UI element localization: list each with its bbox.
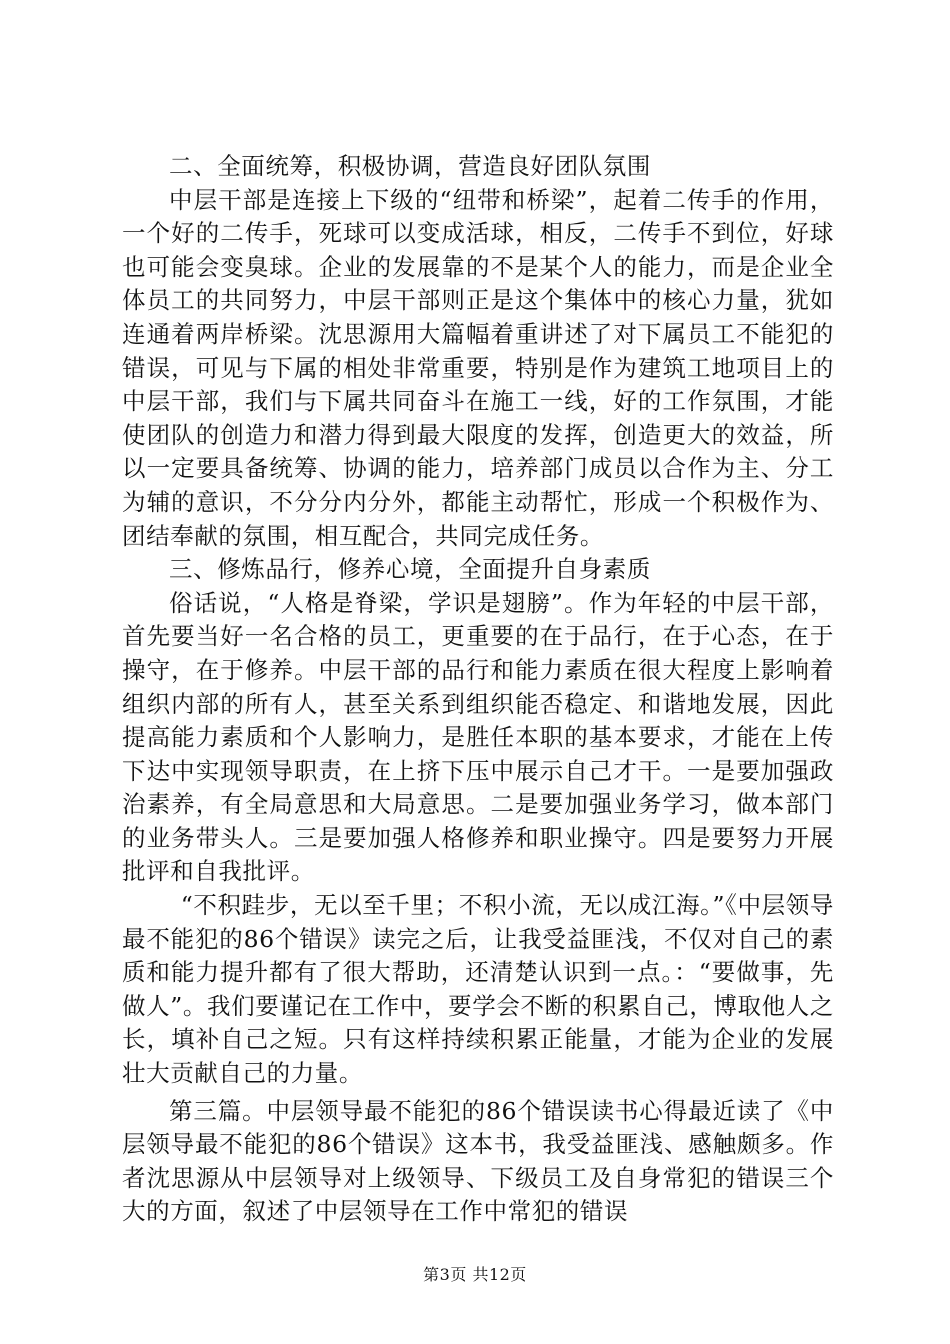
document-body: [122, 150, 834, 1229]
section-heading-three: 三、修炼品行，修养心境，全面提升自身素质: [169, 555, 651, 584]
paragraph-third-article: 第三篇。中层领导最不能犯的86个错误读书心得最近读了《中层领导最不能犯的86个错误》这本书，我受益匪浅、感触颇多。作者沈思源从中层领导对上级领导、下级员工及自身常犯的错误三个大的方面，叙述了中层领导在工作中常犯的错误: [122, 1096, 834, 1226]
section-heading-two: 二、全面统筹，积极协调，营造良好团队氛围: [169, 152, 651, 180]
paragraph-self-cultivation: 俗话说，“人格是脊梁，学识是翅膀”。作为年轻的中层干部，首先要当好一名合格的员工，更重要的在于品行，在于心态，在于操守，在于修养。中层干部的品行和能力素质在很大程度上影响着组织内部的所有人，甚至关系到组织能否稳定、和谐地发展，因此提高能力素质和个人影响力，是胜任本职的基本要求，才能在上传下达中实现领导职责，在上挤下压中展示自己才干。一是要加强政治素养，有全局意思和大局意思。二是要加强业务学习，做本部门的业务带头人。三是要加强人格修养和职业操守。四是要努力开展批评和自我批评。: [122, 588, 834, 886]
page-number-footer: 第3页 共12页: [423, 1265, 527, 1284]
paragraph-team-atmosphere: 中层干部是连接上下级的“纽带和桥梁”，起着二传手的作用，一个好的二传手，死球可以变成活球，相反，二传手不到位，好球也可能会变臭球。企业的发展靠的不是某个人的能力，而是企业全体员工的共同努力，中层干部则正是这个集体中的核心力量，犹如连通着两岸桥梁。沈思源用大篇幅着重讲述了对下属员工不能犯的错误，可见与下属的相处非常重要，特别是作为建筑工地项目上的中层干部，我们与下属共同奋斗在施工一线，好的工作氛围，才能使团队的创造力和潜力得到最大限度的发挥，创造更大的效益，所以一定要具备统筹、协调的能力，培养部门成员以合作为主、分工为辅的意识，不分分内分外，都能主动帮忙，形成一个积极作为、团结奉献的氛围，相互配合，共同完成任务。: [122, 185, 834, 550]
paragraph-conclusion: “不积跬步，无以至千里；不积小流，无以成江海。”《中层领导最不能犯的86个错误》读完之后，让我受益匪浅，不仅对自己的素质和能力提升都有了很大帮助，还清楚认识到一点。：“要做事，先做人”。我们要谨记在工作中，要学会不断的积累自己，博取他人之长，填补自己之短。只有这样持续积累正能量，才能为企业的发展壮大贡献自己的力量。: [122, 891, 834, 1088]
